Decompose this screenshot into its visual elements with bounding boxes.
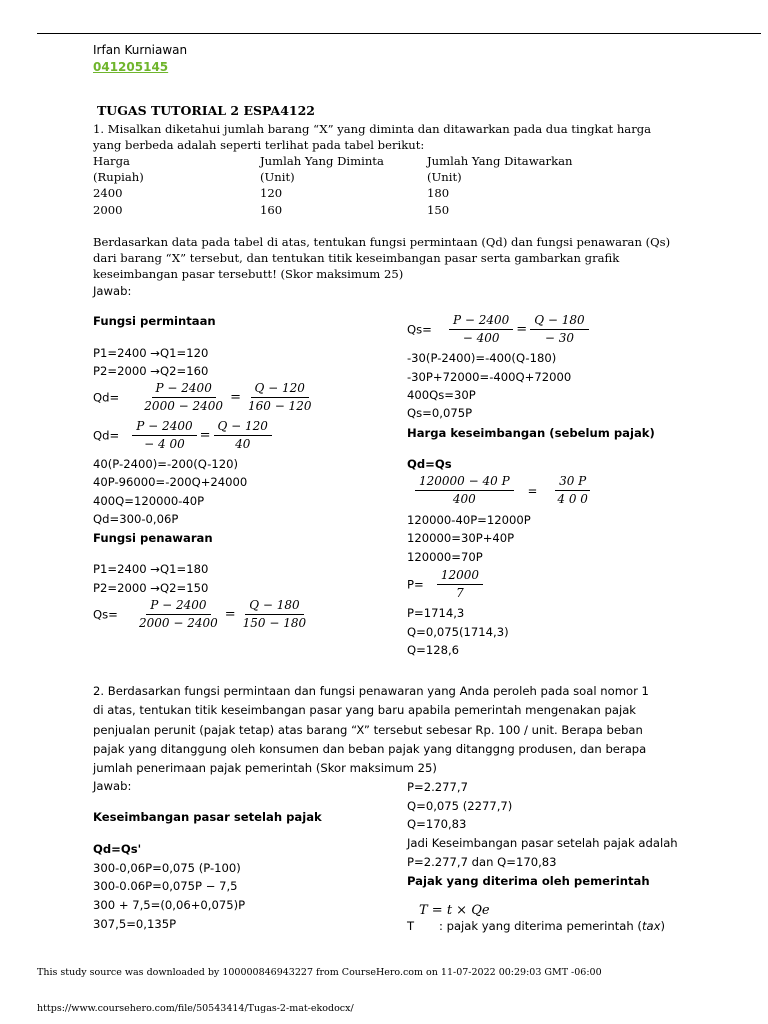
- table-unit-rupiah: (Rupiah): [93, 170, 144, 184]
- table-cell: 2400: [93, 186, 123, 200]
- fraction: $\frac{P - 2400}{2000 - 2400}$: [138, 598, 218, 630]
- supply-equation-2: Qs= $\frac{P - 2400}{- 400}$ = $\frac{Q - 180}{- 30}$: [407, 313, 591, 346]
- q2-line-3: penjualan perunit (pajak tetap) atas barang “X” tersebut sebesar Rp. 100 / unit. Berapa beban: [93, 723, 643, 737]
- q1-line-1: 1. Misalkan diketahui jumlah barang “X” yang diminta dan ditawarkan pada dua tingkat harga: [93, 122, 652, 136]
- fraction: $\frac{P - 2400}{- 4 00}$: [130, 419, 198, 452]
- equilibrium-step-2: 120000=30P+40P: [407, 531, 515, 545]
- qs-label: Qs=: [93, 607, 118, 622]
- qd-label: Qd=: [93, 390, 120, 405]
- header-rule: [37, 33, 761, 34]
- fraction: $\frac{30 P}{4 0 0}$: [551, 474, 594, 507]
- fraction: $\frac{Q - 120}{160 - 120}$: [247, 381, 312, 413]
- table-header-harga: Harga: [93, 154, 130, 168]
- table-cell: 180: [427, 186, 450, 200]
- q2-jawab: Jawab:: [93, 779, 132, 793]
- fraction: $\frac{Q - 120}{40}$: [212, 419, 274, 452]
- fraction: $\frac{P - 2400}{- 400}$: [447, 313, 515, 346]
- after-tax-quantity-calc: Q=0,075 (2277,7): [407, 799, 513, 813]
- q1-jawab: Jawab:: [93, 284, 132, 298]
- demand-point-1: P1=2400 →Q1=120: [93, 346, 209, 360]
- supply-step-1: -30(P-2400)=-400(Q-180): [407, 351, 557, 365]
- supply-point-2: P2=2000 →Q2=150: [93, 581, 209, 595]
- after-tax-result: P=2.277,7 dan Q=170,83: [407, 855, 557, 869]
- equilibrium-quantity-calc: Q=0,075(1714,3): [407, 625, 509, 639]
- equilibrium-price: P=1714,3: [407, 606, 465, 620]
- table-unit-ditawarkan: (Unit): [427, 170, 462, 184]
- table-header-diminta: Jumlah Yang Diminta: [260, 154, 384, 168]
- demand-step-1: 40(P-2400)=-200(Q-120): [93, 457, 239, 471]
- q1-para-2: dari barang “X” tersebut, dan tentukan titik keseimbangan pasar serta gambarkan grafik: [93, 251, 620, 265]
- demand-step-2: 40P-96000=-200Q+24000: [93, 475, 248, 489]
- supply-equation-1: Qs= $\frac{P - 2400}{2000 - 2400}$ = $\frac{Q - 180}{150 - 180}$: [93, 598, 312, 631]
- student-id-link[interactable]: 041205145: [93, 60, 169, 74]
- table-header-ditawarkan: Jumlah Yang Ditawarkan: [427, 154, 573, 168]
- supply-step-3: 400Qs=30P: [407, 388, 476, 402]
- fraction: $\frac{12000}{7}$: [435, 568, 485, 601]
- q2-line-2: di atas, tentukan titik keseimbangan pasar yang baru apabila pemerintah mengenakan pajak: [93, 703, 637, 717]
- table-cell: 2000: [93, 203, 123, 217]
- after-tax-step-1: 300-0,06P=0,075 (P-100): [93, 861, 241, 875]
- after-tax-condition: Qd=Qs': [93, 842, 142, 856]
- p-label: P=: [407, 577, 424, 592]
- author-name: Irfan Kurniawan: [93, 43, 188, 57]
- after-tax-step-4: 307,5=0,135P: [93, 917, 177, 931]
- heading-harga-keseimbangan: Harga keseimbangan (sebelum pajak): [407, 426, 655, 440]
- document-title: TUGAS TUTORIAL 2 ESPA4122: [97, 103, 316, 118]
- tax-description: : pajak yang diterima pemerintah (tax): [439, 919, 665, 933]
- equilibrium-step-1: 120000-40P=12000P: [407, 513, 531, 527]
- fraction: $\frac{P - 2400}{2000 - 2400}$: [144, 381, 224, 413]
- download-notice: This study source was downloaded by 100000846943227 from CourseHero.com on 11-07-2022 00:29:03 GMT -06:00: [37, 967, 602, 978]
- table-cell: 160: [260, 203, 283, 217]
- heading-pajak-pemerintah: Pajak yang diterima oleh pemerintah: [407, 874, 650, 888]
- equilibrium-quantity: Q=128,6: [407, 643, 460, 657]
- q2-line-5: jumlah penerimaan pajak pemerintah (Skor maksimum 25): [93, 761, 437, 775]
- source-url[interactable]: https://www.coursehero.com/file/50543414/Tugas-2-mat-ekodocx/: [37, 1003, 354, 1014]
- after-tax-conclusion: Jadi Keseimbangan pasar setelah pajak adalah: [407, 836, 678, 850]
- supply-step-2: -30P+72000=-400Q+72000: [407, 370, 572, 384]
- price-fraction: [407, 568, 485, 601]
- fraction: $\frac{120000 - 40 P}{400}$: [413, 474, 516, 507]
- fraction: $\frac{Q - 180}{150 - 180}$: [242, 598, 307, 630]
- fraction: $\frac{Q - 180}{- 30}$: [528, 313, 590, 346]
- tax-symbol: T: [407, 919, 415, 933]
- after-tax-price: P=2.277,7: [407, 780, 468, 794]
- equilibrium-step-3: 120000=70P: [407, 550, 483, 564]
- demand-point-2: P2=2000 →Q2=160: [93, 364, 209, 378]
- supply-step-4: Qs=0,075P: [407, 406, 473, 420]
- demand-equation-2: Qd= $\frac{P - 2400}{- 4 00}$ = $\frac{Q - 120}{40}$: [93, 419, 274, 452]
- q1-para-1: Berdasarkan data pada tabel di atas, tentukan fungsi permintaan (Qd) dan fungsi penawaran (Qs): [93, 235, 671, 249]
- heading-fungsi-penawaran: Fungsi penawaran: [93, 531, 213, 545]
- table-cell: 150: [427, 203, 450, 217]
- q2-line-4: pajak yang ditanggung oleh konsumen dan beban pajak yang ditanggng produsen, dan berapa: [93, 742, 647, 756]
- qs-label: Qs=: [407, 322, 432, 337]
- demand-step-3: 400Q=120000-40P: [93, 494, 205, 508]
- equilibrium-condition: Qd=Qs: [407, 457, 452, 471]
- table-unit-diminta: (Unit): [260, 170, 295, 184]
- after-tax-step-3: 300 + 7,5=(0,06+0,075)P: [93, 898, 246, 912]
- q1-para-3: keseimbangan pasar tersebutt! (Skor maksimum 25): [93, 267, 404, 281]
- after-tax-step-2: 300-0.06P=0,075P − 7,5: [93, 879, 238, 893]
- q2-line-1: 2. Berdasarkan fungsi permintaan dan fungsi penawaran yang Anda peroleh pada soal nomor 1: [93, 684, 649, 698]
- q1-line-2: yang berbeda adalah seperti terlihat pada tabel berikut:: [93, 138, 425, 152]
- equilibrium-equation: $\frac{120000 - 40 P}{400}$ = $\frac{30 P}{4 0 0}$: [413, 474, 594, 507]
- heading-fungsi-permintaan: Fungsi permintaan: [93, 314, 216, 328]
- supply-point-1: P1=2400 →Q1=180: [93, 562, 209, 576]
- demand-step-4: Qd=300-0,06P: [93, 512, 179, 526]
- demand-equation-1: Qd= $\frac{P - 2400}{2000 - 2400}$ = $\frac{Q - 120}{160 - 120}$: [93, 381, 317, 414]
- qd-label: Qd=: [93, 428, 120, 443]
- after-tax-quantity: Q=170,83: [407, 817, 467, 831]
- tax-formula: T = t × Qe: [419, 903, 490, 918]
- heading-keseimbangan-setelah-pajak: Keseimbangan pasar setelah pajak: [93, 810, 322, 824]
- table-cell: 120: [260, 186, 283, 200]
